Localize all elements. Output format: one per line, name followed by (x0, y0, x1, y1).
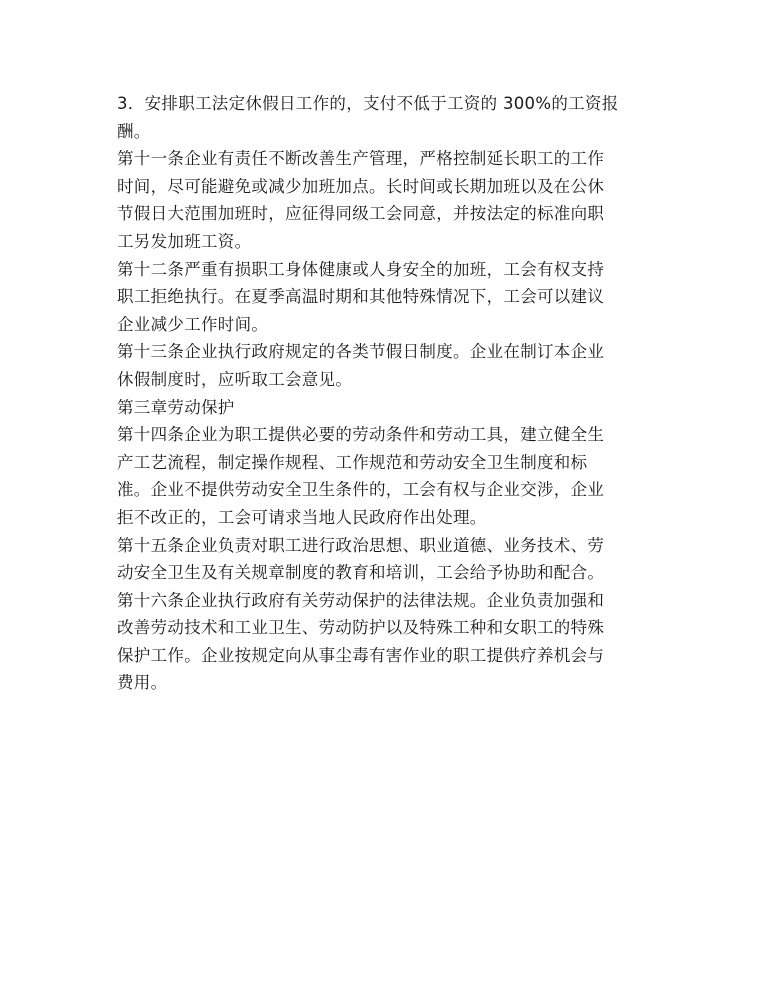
text-line: 工另发加班工资。 (117, 231, 252, 251)
text-line: 改善劳动技术和工业卫生、劳动防护以及特殊工种和女职工的特殊 (117, 618, 605, 638)
text-line: 第十三条企业执行政府规定的各类节假日制度。企业在制订本企业 (117, 342, 605, 362)
text-line: 动安全卫生及有关规章制度的教育和培训，工会给予协助和配合。 (117, 563, 605, 583)
text-line: 第十五条企业负责对职工进行政治思想、职业道德、业务技术、劳 (117, 535, 605, 555)
text-line: 拒不改正的，工会可请求当地人民政府作出处理。 (117, 507, 487, 527)
text-line: 保护工作。企业按规定向从事尘毒有害作业的职工提供疗养机会与 (117, 645, 605, 665)
text-line: 3．安排职工法定休假日工作的，支付不低于工资的 300%的工资报 (117, 94, 619, 113)
text-line: 企业减少工作时间。 (117, 314, 269, 334)
text-line: 休假制度时，应听取工会意见。 (117, 369, 353, 389)
text-line: 第十六条企业执行政府有关劳动保护的法律法规。企业负责加强和 (117, 590, 605, 610)
text-line: 第十四条企业为职工提供必要的劳动条件和劳动工具，建立健全生 (117, 425, 605, 445)
text-line: 酬。 (117, 121, 151, 141)
section-heading: 第三章劳动保护 (117, 397, 235, 417)
text-line: 时间，尽可能避免或减少加班加点。长时间或长期加班以及在公休 (117, 176, 605, 196)
text-line: 产工艺流程，制定操作规程、工作规范和劳动安全卫生制度和标 (117, 452, 588, 472)
document-body (117, 90, 662, 697)
text-line: 第十二条严重有损职工身体健康或人身安全的加班，工会有权支持 (117, 259, 605, 279)
text-line: 费用。 (117, 673, 168, 693)
text-line: 准。企业不提供劳动安全卫生条件的，工会有权与企业交涉，企业 (117, 480, 605, 500)
text-line: 节假日大范围加班时，应征得同级工会同意，并按法定的标准向职 (117, 204, 605, 224)
text-line: 第十一条企业有责任不断改善生产管理，严格控制延长职工的工作 (117, 149, 605, 169)
text-line: 职工拒绝执行。在夏季高温时期和其他特殊情况下，工会可以建议 (117, 287, 605, 307)
